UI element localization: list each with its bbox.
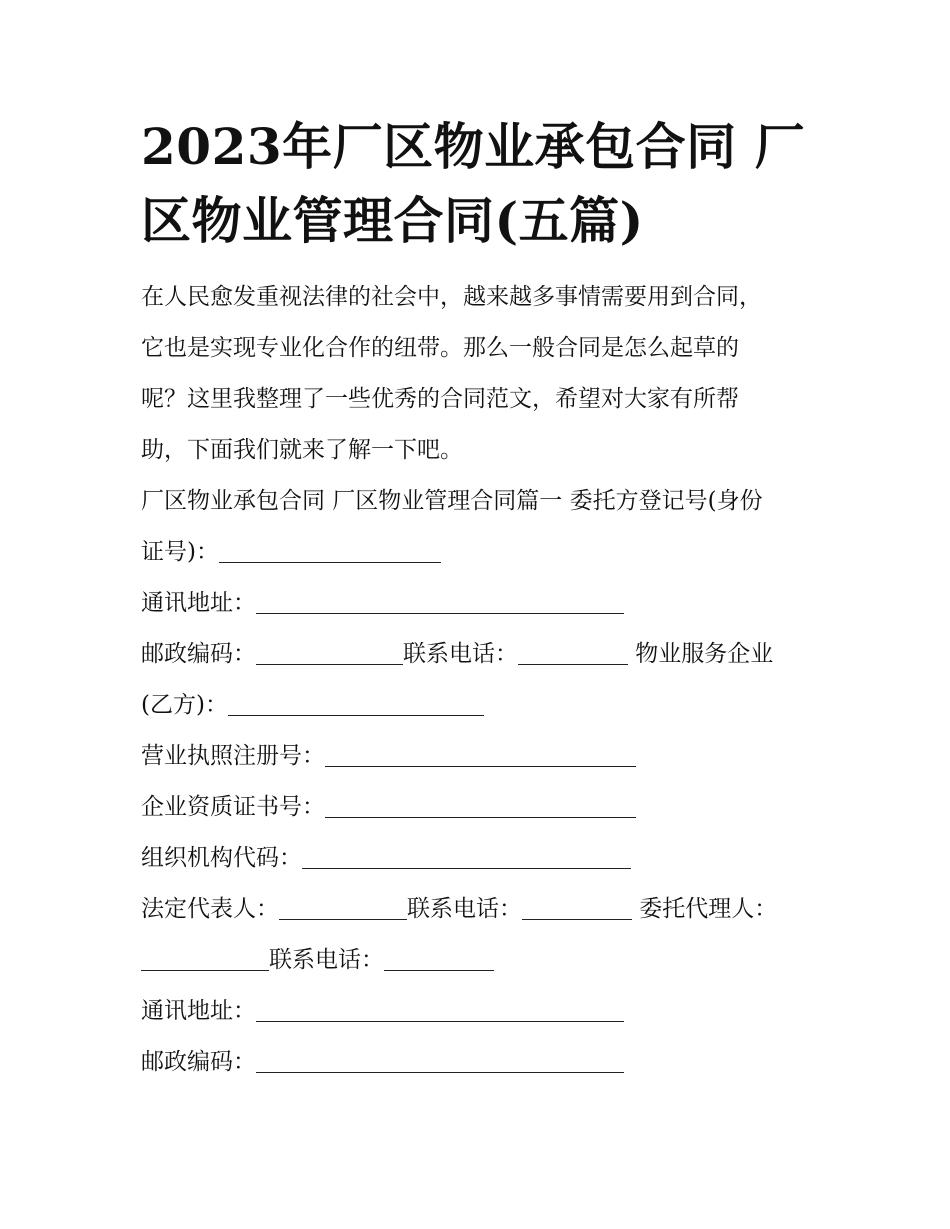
address-label-a: 通讯地址： xyxy=(141,590,256,616)
legal-rep-row xyxy=(141,884,821,935)
intro-line-1: 在人民愈发重视法律的社会中，越来越多事情需要用到合同， xyxy=(141,284,762,310)
phone-blank-c[interactable] xyxy=(384,940,494,971)
postcode-row-b xyxy=(141,1037,821,1088)
phone-label-a: 联系电话： xyxy=(403,641,518,667)
business-license-row xyxy=(141,731,821,782)
business-license-label: 营业执照注册号： xyxy=(141,743,325,769)
id-number-row xyxy=(141,527,821,578)
id-number-blank[interactable] xyxy=(219,532,441,563)
qualification-blank[interactable] xyxy=(325,787,636,818)
document-body xyxy=(141,110,821,1088)
address-blank-b[interactable] xyxy=(256,991,624,1022)
contract-form xyxy=(141,476,821,1088)
qualification-label: 企业资质证书号： xyxy=(141,794,325,820)
id-number-label: 证号)： xyxy=(141,539,219,565)
section-heading: 厂区物业承包合同 厂区物业管理合同篇一 委托方登记号(身份 xyxy=(141,488,763,514)
postcode-label-b: 邮政编码： xyxy=(141,1049,256,1075)
postcode-label-a: 邮政编码： xyxy=(141,641,256,667)
address-row-b xyxy=(141,986,821,1037)
intro-paragraph xyxy=(141,272,821,476)
address-label-b: 通讯地址： xyxy=(141,998,256,1024)
agent-blank[interactable] xyxy=(141,940,269,971)
service-company-label: 物业服务企业 xyxy=(628,641,774,667)
agent-label: 委托代理人： xyxy=(632,896,778,922)
phone-blank-b[interactable] xyxy=(522,889,632,920)
org-code-blank[interactable] xyxy=(302,838,631,869)
title-line-1: 2023年厂区物业承包合同 厂 xyxy=(141,117,806,176)
org-code-row xyxy=(141,833,821,884)
address-blank-a[interactable] xyxy=(256,583,624,614)
qualification-row xyxy=(141,782,821,833)
party-b-row xyxy=(141,680,821,731)
intro-line-2: 它也是实现专业化合作的纽带。那么一般合同是怎么起草的 xyxy=(141,335,739,361)
intro-line-4: 助，下面我们就来了解一下吧。 xyxy=(141,437,463,463)
party-b-blank[interactable] xyxy=(228,685,484,716)
title-line-2: 区物业管理合同(五篇) xyxy=(141,191,644,250)
phone-blank-a[interactable] xyxy=(518,634,628,665)
legal-rep-blank[interactable] xyxy=(279,889,407,920)
intro-line-3: 呢？这里我整理了一些优秀的合同范文，希望对大家有所帮 xyxy=(141,386,739,412)
party-b-label: (乙方)： xyxy=(141,692,228,718)
phone-label-b: 联系电话： xyxy=(407,896,522,922)
postcode-phone-row-a xyxy=(141,629,821,680)
phone-label-c: 联系电话： xyxy=(269,947,384,973)
agent-phone-row xyxy=(141,935,821,986)
business-license-blank[interactable] xyxy=(325,736,636,767)
section-heading-line xyxy=(141,476,821,527)
document-title xyxy=(141,110,821,258)
legal-rep-label: 法定代表人： xyxy=(141,896,279,922)
postcode-blank-b[interactable] xyxy=(256,1042,624,1073)
postcode-blank-a[interactable] xyxy=(256,634,403,665)
address-row-a xyxy=(141,578,821,629)
org-code-label: 组织机构代码： xyxy=(141,845,302,871)
